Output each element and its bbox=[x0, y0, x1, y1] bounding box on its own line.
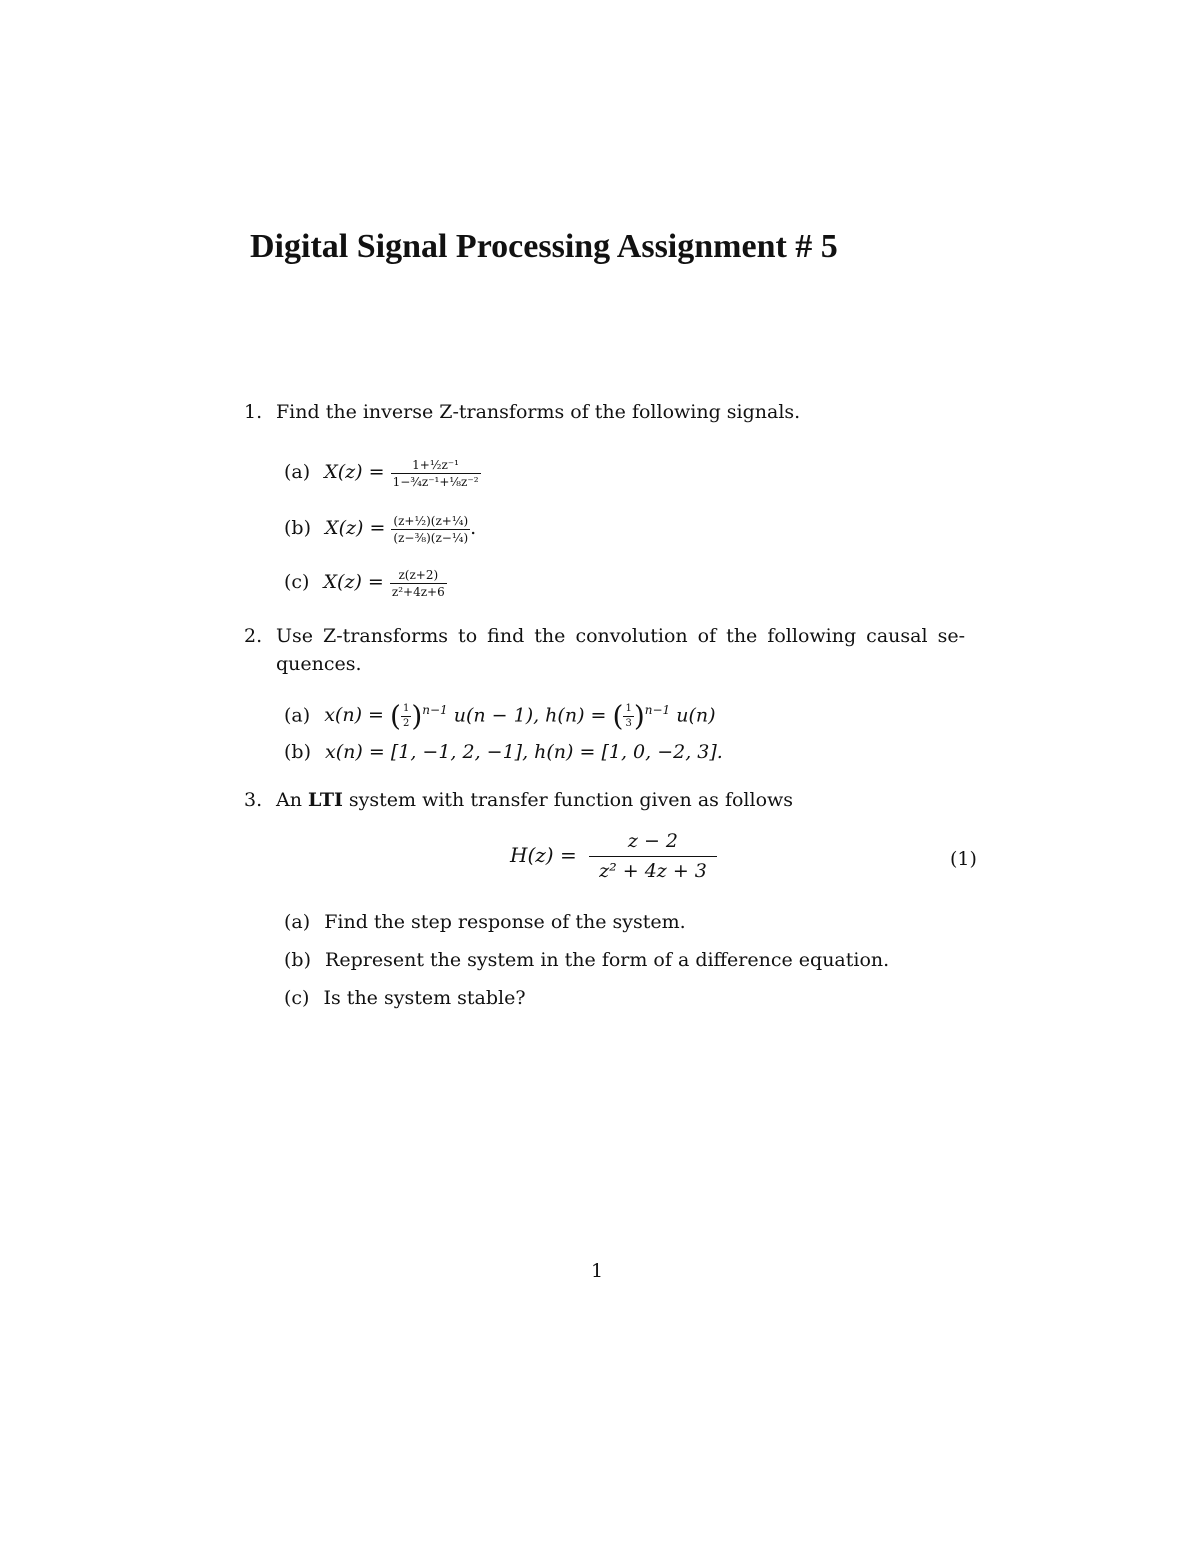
q2b-label: (b) bbox=[284, 741, 311, 763]
q1b-label: (b) bbox=[284, 517, 311, 539]
q2a-fraction-1 bbox=[401, 704, 411, 729]
q3b-item bbox=[284, 946, 889, 974]
q3b-text: Represent the system in the form of a difference equation. bbox=[325, 949, 890, 971]
q2a-exponent-2: n−1 bbox=[644, 703, 671, 717]
q1c-label: (c) bbox=[284, 571, 310, 593]
q2a-frac2-den: 3 bbox=[625, 717, 632, 729]
q1c-numerator: z(z+2) bbox=[398, 567, 439, 582]
q3c-item bbox=[284, 984, 526, 1012]
q2a-expr2: u(n − 1), h(n) = bbox=[453, 704, 607, 727]
q1c-denominator: z²+4z+6 bbox=[391, 584, 445, 599]
q1a-label: (a) bbox=[284, 461, 311, 483]
q2b-expr: x(n) = [1, −1, 2, −1], h(n) = [1, 0, −2, 3]. bbox=[325, 741, 723, 763]
question-3-text bbox=[276, 786, 793, 814]
eq-lhs: H(z) = bbox=[510, 843, 577, 867]
q3a-label: (a) bbox=[284, 911, 311, 933]
eq-fraction bbox=[589, 832, 717, 881]
eq-numerator: z − 2 bbox=[627, 830, 679, 852]
q2a-frac1-den: 2 bbox=[402, 717, 410, 729]
page-title: Digital Signal Processing Assignment # 5 bbox=[250, 228, 838, 265]
q1b-lhs: X(z) = bbox=[325, 517, 386, 539]
q3-text-bold: LTI bbox=[308, 789, 343, 811]
q1a-lhs: X(z) = bbox=[324, 461, 385, 483]
q3a-text: Find the step response of the system. bbox=[324, 911, 686, 933]
q1b-fraction bbox=[391, 515, 470, 544]
q2a-fraction-2 bbox=[623, 704, 633, 729]
q2a-expr3: u(n) bbox=[676, 704, 716, 727]
q3-text-pre: An bbox=[276, 789, 302, 811]
q3a-item bbox=[284, 908, 686, 936]
q1b-item bbox=[284, 514, 476, 544]
page-number: 1 bbox=[591, 1260, 604, 1282]
q1a-numerator: 1+½z⁻¹ bbox=[412, 457, 459, 472]
q3c-label: (c) bbox=[284, 987, 310, 1009]
q3b-label: (b) bbox=[284, 949, 311, 971]
q1a-item bbox=[284, 458, 481, 488]
question-2-text-line1: Use Z-transforms to find the convolution of the following causal se- bbox=[276, 625, 965, 647]
equation-number: (1) bbox=[950, 848, 977, 870]
q2a-exponent-1: n−1 bbox=[422, 703, 448, 717]
q1b-numerator: (z+½)(z+¼) bbox=[393, 513, 469, 528]
q2a-frac2-num: 1 bbox=[625, 702, 632, 714]
q3c-text: Is the system stable? bbox=[323, 987, 526, 1009]
q3-text-post: system with transfer function given as follows bbox=[348, 789, 794, 811]
q1c-fraction bbox=[390, 569, 447, 598]
q2b-item bbox=[284, 738, 723, 766]
q2a-expr1: x(n) = bbox=[324, 704, 384, 727]
q1b-tail: . bbox=[470, 517, 477, 539]
q1c-lhs: X(z) = bbox=[323, 571, 384, 593]
question-3-number: 3. bbox=[244, 789, 263, 811]
q1a-fraction bbox=[391, 459, 481, 488]
question-1-number: 1. bbox=[244, 401, 263, 423]
eq-denominator: z² + 4z + 3 bbox=[599, 860, 707, 882]
q2a-frac1-num: 1 bbox=[402, 702, 410, 714]
question-2-text-line2: quences. bbox=[276, 653, 362, 675]
q2a-label: (a) bbox=[284, 704, 311, 727]
transfer-function-equation bbox=[510, 832, 717, 881]
q1a-denominator: 1−¾z⁻¹+⅛z⁻² bbox=[392, 474, 479, 489]
q1c-item bbox=[284, 568, 447, 598]
q1b-denominator: (z−⅜)(z−¼) bbox=[393, 530, 469, 545]
q2a-item: (a) x(n) = ( $\frac{1}{2}$ )$^{n-1}$ u(n − 1), h(n) = ( $\frac{1}{3}$ )$^{n-1}$ u(n) bbox=[284, 699, 716, 733]
question-1-text: Find the inverse Z-transforms of the following signals. bbox=[276, 401, 801, 423]
question-2-number: 2. bbox=[244, 625, 263, 647]
